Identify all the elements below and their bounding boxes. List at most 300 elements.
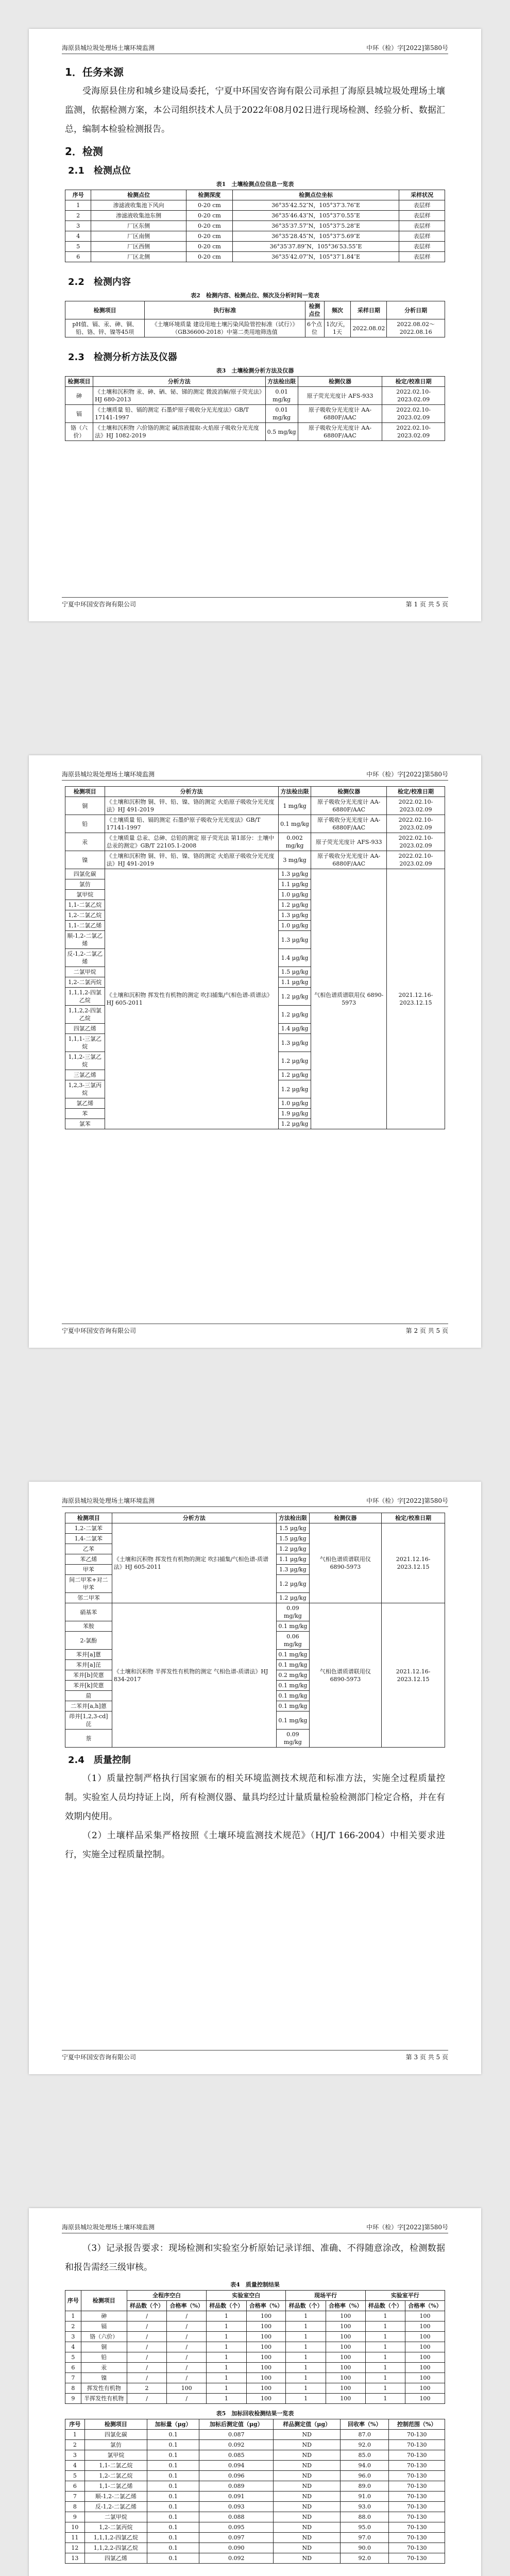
table-cell: 0.1 xyxy=(147,2543,199,2553)
table-row xyxy=(65,242,445,252)
table-cell: 1,4-二氯苯 xyxy=(65,1534,112,1544)
table-cell: 1 xyxy=(65,2311,81,2321)
table-cell: ND xyxy=(274,2471,341,2481)
report-number: 中环（检）字[2022]第580号 xyxy=(366,1497,448,1504)
table-cell: 四氯化碳 xyxy=(65,869,105,879)
table-cell: 100 xyxy=(246,2342,286,2352)
table-cell: 硝基苯 xyxy=(65,1603,112,1621)
table-cell: ND xyxy=(274,2522,341,2533)
table-row xyxy=(65,2332,445,2342)
table-cell: / xyxy=(127,2373,166,2383)
table-cell: 0.1 xyxy=(147,2471,199,2481)
report-number: 中环（检）字[2022]第580号 xyxy=(366,771,448,778)
table-cell: 9 xyxy=(65,2394,81,2404)
page-footer xyxy=(62,1324,448,1334)
table-cell: / xyxy=(167,2373,207,2383)
table-cell: 70-130 xyxy=(389,2481,445,2492)
table-cell: ND xyxy=(274,2512,341,2522)
table-cell: 1.3 μg/kg xyxy=(278,910,311,921)
table-cell: 2022.02.10-2023.02.09 xyxy=(387,851,445,869)
column-header: 序号 xyxy=(65,2291,81,2311)
table-cell: 3 mg/kg xyxy=(278,851,311,869)
table-cell: 厂区南侧 xyxy=(91,231,186,242)
table-cell: 70-130 xyxy=(389,2492,445,2502)
table-cell: 0.09 mg/kg xyxy=(277,1603,310,1621)
table-cell: 70-130 xyxy=(389,2502,445,2512)
header-title: 海原县城垃圾处理场土壤环境监测 xyxy=(62,2224,155,2231)
table-row xyxy=(65,2394,445,2404)
table-cell: 1 xyxy=(365,2363,405,2373)
table-cell: 70-130 xyxy=(389,2512,445,2522)
table-row xyxy=(65,2461,445,2471)
table-cell: 气相色谱质谱联用仪 6890-5973 xyxy=(309,1523,381,1603)
table-cell: 2 xyxy=(65,211,91,221)
table-cell: 9 xyxy=(65,2512,85,2522)
table-row xyxy=(65,2502,445,2512)
table-cell: 2022.02.10-2023.02.09 xyxy=(382,387,445,405)
table-cell: ND xyxy=(274,2430,341,2440)
table-cell: 87.0 xyxy=(341,2430,389,2440)
column-header: 序号 xyxy=(65,190,91,200)
column-header: 检测点位 xyxy=(91,190,186,200)
table-cell: 1 xyxy=(207,2373,246,2383)
table-cell: 70-130 xyxy=(389,2553,445,2564)
table-cell: 《土壤和沉积物 六价铬的测定 碱溶液提取-火焰原子吸收分光光度法》HJ 1082-2019 xyxy=(93,423,265,441)
table-cell: 0.1 mg/kg xyxy=(277,1650,310,1660)
report-page-4 xyxy=(29,2208,481,2576)
table-cell: 100 xyxy=(326,2342,365,2352)
table-cell: 1.4 μg/kg xyxy=(278,1024,311,1034)
table-cell: 1 xyxy=(286,2352,326,2363)
column-header: 加标量（μg） xyxy=(147,2419,199,2430)
table-cell: 1.1 μg/kg xyxy=(278,879,311,890)
subsection-title: 2.4 质量控制 xyxy=(68,1755,131,1766)
table-cell: 0.092 xyxy=(199,2440,274,2450)
table-cell: 100 xyxy=(405,2321,445,2332)
table-cell: 100 xyxy=(326,2321,365,2332)
report-number: 中环（检）字[2022]第580号 xyxy=(366,2224,448,2231)
table-row xyxy=(65,2342,445,2352)
table-cell: 2022.02.10-2023.02.09 xyxy=(387,797,445,815)
table-row xyxy=(65,2430,445,2440)
column-header: 分析方法 xyxy=(93,377,265,387)
table-cell: 1.0 μg/kg xyxy=(278,921,311,931)
table-cell: ND xyxy=(274,2492,341,2502)
table-cell: 100 xyxy=(246,2321,286,2332)
table-cell: 36°35′42.07″N，105°37′1.84″E xyxy=(232,252,399,262)
table-cell: 100 xyxy=(405,2342,445,2352)
table-cell: 4 xyxy=(65,2342,81,2352)
qc-paragraph: （1）质量控制严格执行国家颁布的相关环境监测技术规范和标准方法，实施全过程质量控制。实验室人员均持证上岗，所有检测仪器、量具均经过计量质量检验检测部门检定合格，并在有效期内使用。 xyxy=(65,1773,445,1822)
table-cell: 0.1 mg/kg xyxy=(277,1691,310,1701)
footer-company: 宁夏中环国安咨询有限公司 xyxy=(62,601,137,608)
column-header: 控制范围（%） xyxy=(389,2419,445,2430)
table-cell: 1.1 μg/kg xyxy=(278,977,311,988)
table-cell: ND xyxy=(274,2461,341,2471)
column-header: 检测深度 xyxy=(186,190,232,200)
table-cell: 1,2-二氯乙烷 xyxy=(65,910,105,921)
table-cell: 1,2-二氯乙烷 xyxy=(84,2471,147,2481)
table-cell: 铅 xyxy=(65,815,105,833)
table-row xyxy=(65,2533,445,2543)
table-cell: 渗滤液收集池下风向 xyxy=(91,200,186,211)
table-cell: 苯并[a]蒽 xyxy=(65,1650,112,1660)
page-number: 第 1 页 共 5 页 xyxy=(405,601,448,608)
table-cell: 90.0 xyxy=(341,2543,389,2553)
column-header: 方法检出限 xyxy=(277,1513,310,1523)
table-row xyxy=(65,833,445,851)
table-cell: 四氯化碳 xyxy=(84,2430,147,2440)
column-header: 检测项目 xyxy=(65,1513,112,1523)
table-cell: 0.090 xyxy=(199,2543,274,2553)
table-cell: 表层样 xyxy=(399,252,445,262)
table-cell: 1 mg/kg xyxy=(278,797,311,815)
table-cell: 97.0 xyxy=(341,2533,389,2543)
qc-results-table xyxy=(65,2290,445,2404)
table-cell: 镍 xyxy=(81,2373,127,2383)
table-cell: 0.09 mg/kg xyxy=(277,1730,310,1748)
table-cell: 36°35′42.52″N，105°37′3.76″E xyxy=(232,200,399,211)
table-cell: 2022.08.02 xyxy=(351,319,387,337)
table-cell: 1 xyxy=(365,2394,405,2404)
table-cell: 0.1 xyxy=(147,2492,199,2502)
table-cell: 1.3 μg/kg xyxy=(278,931,311,949)
table-cell: ND xyxy=(274,2543,341,2553)
footer-company: 宁夏中环国安咨询有限公司 xyxy=(62,1327,137,1334)
table-cell: 1,1,2,2-四氯乙烷 xyxy=(65,1006,105,1024)
table-row xyxy=(65,231,445,242)
table-cell: 2022.02.10-2023.02.09 xyxy=(387,833,445,851)
table-cell: / xyxy=(167,2311,207,2321)
table-cell: 1.2 μg/kg xyxy=(278,988,311,1006)
table-row xyxy=(65,2512,445,2522)
report-number: 中环（检）字[2022]第580号 xyxy=(366,44,448,52)
analysis-methods-table-cont xyxy=(65,786,445,1129)
table-row xyxy=(65,2553,445,2564)
table-cell: 1 xyxy=(207,2352,246,2363)
table-cell: 䓛 xyxy=(65,1691,112,1701)
table-cell: 2022.02.10-2023.02.09 xyxy=(387,815,445,833)
table-cell: 100 xyxy=(246,2383,286,2394)
table-cell: / xyxy=(167,2394,207,2404)
table-cell: 1 xyxy=(365,2373,405,2383)
table-cell: 8 xyxy=(65,2502,85,2512)
table-row xyxy=(65,1603,445,1621)
table-cell: 0.1 mg/kg xyxy=(277,1621,310,1632)
column-header: 检测项目 xyxy=(84,2419,147,2430)
column-header: 实验室平行 xyxy=(365,2291,445,2301)
table-cell: 1,1-二氯乙烷 xyxy=(65,900,105,910)
table-cell: 100 xyxy=(246,2352,286,2363)
table-cell: 表层样 xyxy=(399,211,445,221)
table-row xyxy=(65,2311,445,2321)
section-title: 2．检测 xyxy=(65,145,103,158)
detection-content-table xyxy=(65,301,445,337)
table-cell: 氯甲烷 xyxy=(84,2450,147,2461)
table-cell: 0.091 xyxy=(199,2492,274,2502)
table-cell: 1.5 μg/kg xyxy=(277,1534,310,1544)
table-cell: 铬（六价） xyxy=(65,423,93,441)
table-cell: 70-130 xyxy=(389,2450,445,2461)
table-cell: / xyxy=(127,2352,166,2363)
table-cell: 0.1 mg/kg xyxy=(277,1660,310,1670)
table-cell: 100 xyxy=(326,2363,365,2373)
column-header: 采样状况 xyxy=(399,190,445,200)
table-cell: 0.1 mg/kg xyxy=(277,1681,310,1691)
table-cell: 反-1,2-二氯乙烯 xyxy=(84,2502,147,2512)
table-cell: 1 xyxy=(286,2363,326,2373)
table-cell: 乙苯 xyxy=(65,1544,112,1554)
table-cell: 1 xyxy=(207,2394,246,2404)
table-cell: 100 xyxy=(326,2373,365,2383)
table-cell: 1.5 μg/kg xyxy=(278,967,311,977)
table-cell: 94.0 xyxy=(341,2461,389,2471)
page-footer xyxy=(62,597,448,608)
table-cell: 氯仿 xyxy=(65,879,105,890)
table-cell: 70-130 xyxy=(389,2471,445,2481)
table-cell: 0.1 xyxy=(147,2461,199,2471)
table-cell: 1,1,1-三氯乙烷 xyxy=(65,1034,105,1052)
table-cell: 70-130 xyxy=(389,2440,445,2450)
footer-company: 宁夏中环国安咨询有限公司 xyxy=(62,2054,137,2061)
table-cell: 渗滤液收集池东侧 xyxy=(91,211,186,221)
table-cell: 100 xyxy=(326,2383,365,2394)
table-cell: 100 xyxy=(246,2311,286,2321)
table-cell: 0.01 mg/kg xyxy=(265,405,298,423)
page-footer xyxy=(62,2050,448,2061)
table-cell: / xyxy=(127,2311,166,2321)
table-row xyxy=(65,405,445,423)
table-cell: 2 xyxy=(65,2440,85,2450)
table-cell: 0.088 xyxy=(199,2512,274,2522)
table-cell: 0.1 mg/kg xyxy=(278,815,311,833)
column-header: 检测项目 xyxy=(81,2291,127,2311)
table-cell: 《土壤和沉积物 汞、砷、硒、铋、锑的测定 微波消解/原子荧光法》HJ 680-2013 xyxy=(93,387,265,405)
table-cell: 1 xyxy=(65,200,91,211)
table-cell: 36°35′37.57″N，105°37′5.28″E xyxy=(232,221,399,231)
table-caption: 表4 质量控制结果 xyxy=(230,2281,280,2288)
table-cell: 100 xyxy=(326,2394,365,2404)
table-row xyxy=(65,2352,445,2363)
table-cell: 二氯甲烷 xyxy=(65,967,105,977)
table-cell: 0.096 xyxy=(199,2471,274,2481)
table-row xyxy=(65,2543,445,2553)
column-header: 样品测定值（μg） xyxy=(274,2419,341,2430)
table-cell: 铜 xyxy=(65,797,105,815)
column-header: 合格率（%） xyxy=(167,2301,207,2311)
column-header: 现场平行 xyxy=(286,2291,365,2301)
table-cell: 36°35′28.45″N，105°37′5.69″E xyxy=(232,231,399,242)
table-cell: 镉 xyxy=(65,405,93,423)
table-cell: 二苯并[a,h]蒽 xyxy=(65,1701,112,1711)
table-row xyxy=(65,2522,445,2533)
table-cell: 镍 xyxy=(65,851,105,869)
table-cell: 100 xyxy=(246,2363,286,2373)
column-header: 检测点位坐标 xyxy=(232,190,399,200)
page-header xyxy=(62,2223,448,2233)
table-cell: / xyxy=(127,2394,166,2404)
table-cell: 原子吸收分光光度计 AA-6880F/AAC xyxy=(311,815,387,833)
table-cell: 表层样 xyxy=(399,231,445,242)
subsection-title: 2.2 检测内容 xyxy=(68,277,131,287)
column-header: 合格率（%） xyxy=(246,2301,286,2311)
table-cell: 0.093 xyxy=(199,2502,274,2512)
table-cell: 0.1 xyxy=(147,2481,199,2492)
table-cell: 1.9 μg/kg xyxy=(278,1109,311,1119)
table-cell: 《土壤和沉积物 挥发性有机物的测定 吹扫捕集/气相色谱-质谱法》HJ 605-2011 xyxy=(105,869,278,1129)
table-row xyxy=(65,2492,445,2502)
table-cell: 0.089 xyxy=(199,2481,274,2492)
table-cell: 1 xyxy=(365,2342,405,2352)
table-cell: ND xyxy=(274,2481,341,2492)
table-cell: 氯甲烷 xyxy=(65,890,105,900)
table-cell: 11 xyxy=(65,2533,85,2543)
column-header: 检测项目 xyxy=(65,787,105,797)
table-cell: 原子荧光光度计 AFS-933 xyxy=(298,387,382,405)
table-cell: 邻二甲苯 xyxy=(65,1593,112,1603)
column-header: 全程序空白 xyxy=(127,2291,206,2301)
table-cell: 表层样 xyxy=(399,200,445,211)
table-cell: 95.0 xyxy=(341,2522,389,2533)
table-cell: 2 xyxy=(65,2321,81,2332)
table-cell: 93.0 xyxy=(341,2502,389,2512)
table-cell: 5 xyxy=(65,242,91,252)
table-cell: 原子吸收分光光度计 AA-6880F/AAC xyxy=(298,423,382,441)
table-row xyxy=(65,2471,445,2481)
table-cell: 1 xyxy=(365,2383,405,2394)
column-header: 合格率（%） xyxy=(405,2301,445,2311)
column-header: 检测项目 xyxy=(65,377,93,387)
column-header: 检测仪器 xyxy=(298,377,382,387)
column-header: 检定/校准日期 xyxy=(382,377,445,387)
subsection-title: 2.1 检测点位 xyxy=(68,165,131,176)
table-cell: 1.2 μg/kg xyxy=(278,1052,311,1070)
table-cell: 苯并[k]荧蒽 xyxy=(65,1681,112,1691)
table-cell: 1 xyxy=(286,2311,326,2321)
table-cell: 铬（六价） xyxy=(81,2332,127,2342)
table-cell: 0.1 mg/kg xyxy=(277,1711,310,1730)
table-cell: 100 xyxy=(167,2383,207,2394)
page-header xyxy=(62,43,448,54)
page-number: 第 2 页 共 5 页 xyxy=(405,1327,448,1334)
table-cell: / xyxy=(127,2342,166,2352)
table-cell: 1,1-二氯乙烯 xyxy=(84,2481,147,2492)
table-cell: 6 xyxy=(65,2363,81,2373)
table-cell: 茚并[1,2,3-cd]芘 xyxy=(65,1711,112,1730)
column-header: 检测仪器 xyxy=(311,787,387,797)
column-header: 样品数（个） xyxy=(207,2301,246,2311)
table-cell: 70-130 xyxy=(389,2522,445,2533)
table-cell: 苯乙烯 xyxy=(65,1554,112,1565)
table-cell: 92.0 xyxy=(341,2440,389,2450)
table-cell: 1 xyxy=(207,2311,246,2321)
table-cell: 1.2 μg/kg xyxy=(278,1006,311,1024)
header-title: 海原县城垃圾处理场土壤环境监测 xyxy=(62,771,155,778)
table-cell: 1.3 μg/kg xyxy=(277,1565,310,1575)
table-cell: 1 xyxy=(286,2321,326,2332)
table-cell: 100 xyxy=(326,2332,365,2342)
column-header: 加标后测定值（μg） xyxy=(199,2419,274,2430)
table-cell: 0.1 xyxy=(147,2553,199,2564)
table-row xyxy=(65,2373,445,2383)
table-cell: 7 xyxy=(65,2492,85,2502)
table-cell: 气相色谱质谱联用仪 6890-5973 xyxy=(311,869,387,1129)
column-header: 样品数（个） xyxy=(127,2301,166,2311)
header-title: 海原县城垃圾处理场土壤环境监测 xyxy=(62,44,155,52)
table-cell: 12 xyxy=(65,2543,85,2553)
table-cell: 顺-1,2-二氯乙烯 xyxy=(65,931,105,949)
table-cell: 汞 xyxy=(81,2363,127,2373)
table-row xyxy=(65,221,445,231)
table-cell: 1,1,2,2-四氯乙烷 xyxy=(84,2543,147,2553)
table-cell: 1 xyxy=(207,2363,246,2373)
table-cell: 1,1,2-三氯乙烷 xyxy=(65,1052,105,1070)
table-cell: 间二甲苯+对二甲苯 xyxy=(65,1575,112,1593)
table-cell: 《土壤质量 总汞、总砷、总铅的测定 原子荧光法 第1部分：土壤中总汞的测定》GB/T 22105.1-2008 xyxy=(105,833,278,851)
table-cell: 89.0 xyxy=(341,2481,389,2492)
table-cell: 13 xyxy=(65,2553,85,2564)
table-cell: 10 xyxy=(65,2522,85,2533)
table-cell: 70-130 xyxy=(389,2430,445,2440)
table-cell: 100 xyxy=(246,2394,286,2404)
analysis-methods-table xyxy=(65,376,445,441)
table-row xyxy=(65,851,445,869)
table-cell: 3 xyxy=(65,2450,85,2461)
table-cell: 5 xyxy=(65,2471,85,2481)
column-header: 采样日期 xyxy=(351,301,387,319)
table-cell: 0.06 mg/kg xyxy=(277,1632,310,1650)
table-cell: 二氯甲烷 xyxy=(84,2512,147,2522)
table-cell: 100 xyxy=(405,2373,445,2383)
table-cell: 1.2 μg/kg xyxy=(278,1070,311,1080)
column-header: 合格率（%） xyxy=(326,2301,365,2311)
table-cell: 0.01 mg/kg xyxy=(265,387,298,405)
table-cell: 气相色谱质谱联用仪 6890-5973 xyxy=(309,1603,381,1748)
table-cell: 2022.02.10-2023.02.09 xyxy=(382,405,445,423)
report-page-1 xyxy=(29,29,481,621)
table-cell: 6 xyxy=(65,2481,85,2492)
table-row xyxy=(65,252,445,262)
table-caption: 表5 加标回收检测结果一览表 xyxy=(216,2410,294,2417)
table-cell: 6 xyxy=(65,252,91,262)
table-cell: 100 xyxy=(405,2394,445,2404)
table-cell: 厂区北侧 xyxy=(91,252,186,262)
table-cell: 厂区东侧 xyxy=(91,221,186,231)
table-cell: 100 xyxy=(246,2332,286,2342)
page-header xyxy=(62,1496,448,1507)
table-cell: 原子吸收分光光度计 AA-6880F/AAC xyxy=(311,797,387,815)
table-cell: 1.2 μg/kg xyxy=(277,1593,310,1603)
table-cell: / xyxy=(167,2321,207,2332)
table-cell: 3 xyxy=(65,2332,81,2342)
table-cell: ND xyxy=(274,2533,341,2543)
table-cell: 原子荧光光度计 AFS-933 xyxy=(311,833,387,851)
table-cell: 100 xyxy=(326,2352,365,2363)
table-cell: 0.1 xyxy=(147,2512,199,2522)
table-cell: 1 xyxy=(286,2394,326,2404)
table-cell: 《土壤和沉积物 半挥发性有机物的测定 气相色谱-质谱法》HJ 834-2017 xyxy=(112,1603,276,1748)
table-cell: 1,2-二氯丙烷 xyxy=(65,977,105,988)
table-cell: 100 xyxy=(326,2311,365,2321)
page-header xyxy=(62,770,448,781)
table-cell: 《土壤和沉积物 铜、锌、铅、镍、铬的测定 火焰原子吸收分光光度法》HJ 491-2019 xyxy=(105,797,278,815)
table-cell: 0-20 cm xyxy=(186,242,232,252)
table-row xyxy=(65,387,445,405)
table-cell: 萘 xyxy=(65,1730,112,1748)
table-cell: 88.0 xyxy=(341,2512,389,2522)
table-caption: 表2 检测内容、检测点位、频次及分析时间一览表 xyxy=(191,292,319,299)
column-header: 实验室空白 xyxy=(207,2291,286,2301)
